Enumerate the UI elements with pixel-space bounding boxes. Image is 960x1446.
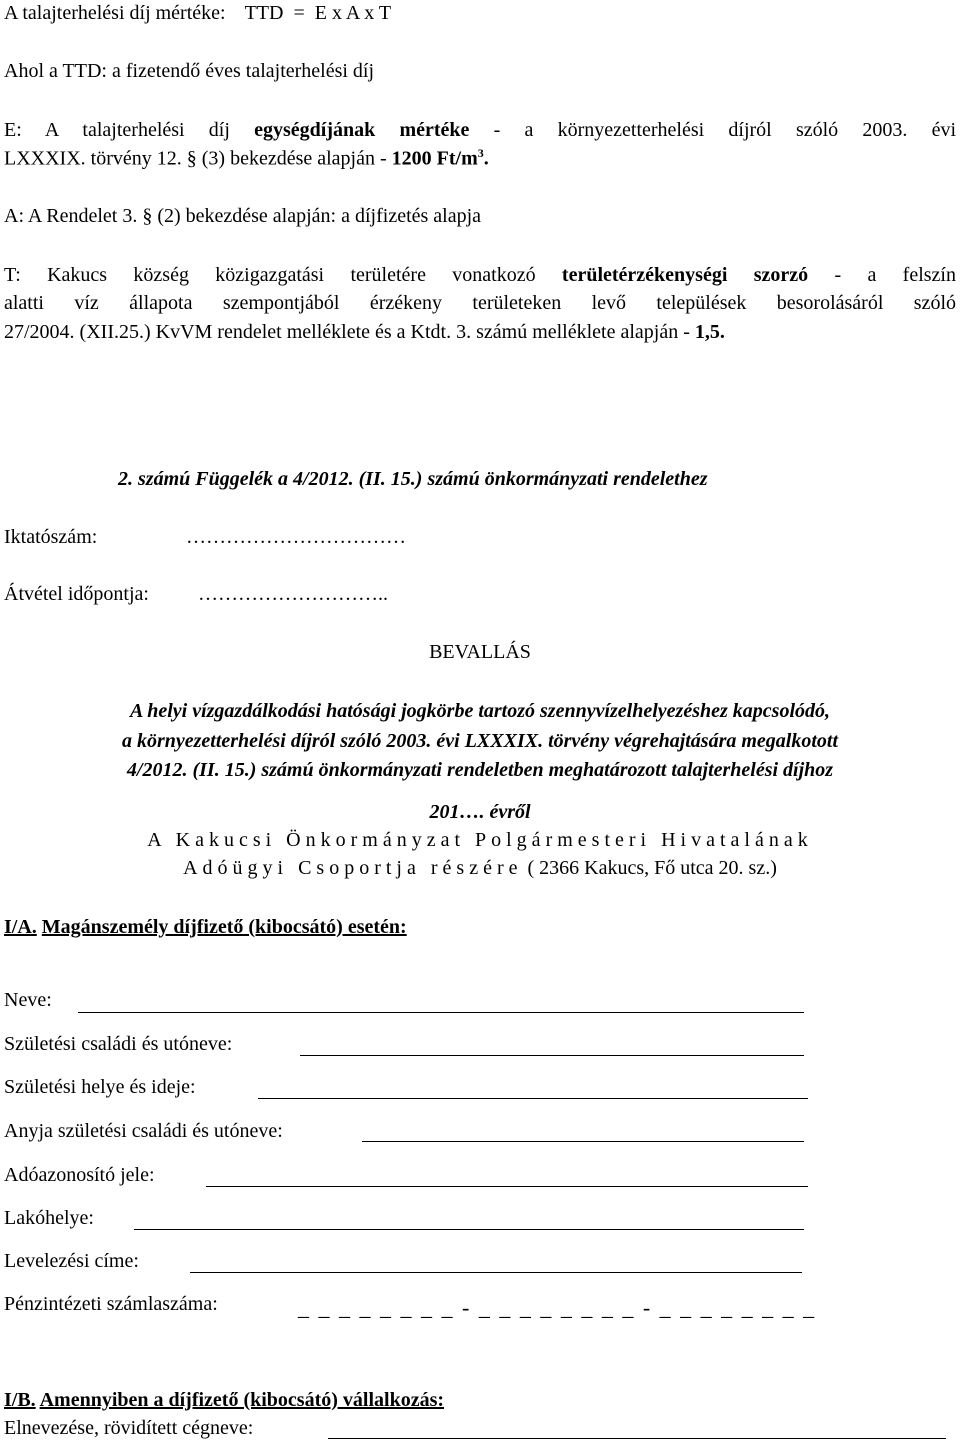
t-definition-line-2: alatti víz állapota szempontjából érzékeny területeken levő települések besorolásáról szóló — [4, 292, 956, 314]
section-a-heading: I/A. Magánszemély díjfizető (kibocsátó) esetén: — [4, 916, 407, 938]
birth-name-field[interactable] — [300, 1055, 804, 1056]
office-line-2: Adóügyi Csoportja részére ( 2366 Kakucs, Fő utca 20. sz.) — [183, 857, 777, 879]
bank-account-field[interactable]: _ _ _ _ _ _ _ _ - _ _ _ _ _ _ _ _ - _ _ _ _ _ _ _ _ — [298, 1295, 817, 1320]
section-b-heading: I/B. Amennyiben a díjfizető (kibocsátó) vállalkozás: — [4, 1389, 445, 1411]
subtitle-line-2: a környezetterhelési díjról szóló 2003. évi LXXXIX. törvény végrehajtására megalkotott — [121, 730, 839, 752]
formula-expression: TTD = E x A x T — [244, 2, 392, 24]
birth-name-label: Születési családi és utóneve: — [4, 1033, 233, 1055]
formula-line — [4, 3, 504, 23]
residence-field[interactable] — [134, 1229, 804, 1230]
mother-name-label: Anyja születési családi és utóneve: — [4, 1120, 283, 1142]
year-line: 201…. évről — [429, 801, 531, 823]
mail-address-label: Levelezési címe: — [4, 1250, 139, 1272]
mail-address-field[interactable] — [190, 1272, 802, 1273]
birth-place-label: Születési helye és ideje: — [4, 1076, 196, 1098]
formula-label: A talajterhelési díj mértéke: — [4, 2, 226, 24]
appendix-heading: 2. számú Függelék a 4/2012. (II. 15.) számú önkormányzati rendelethez — [118, 468, 708, 490]
t-definition-line-3: 27/2004. (XII.25.) KvVM rendelet melléklete és a Ktdt. 3. számú melléklete alapján - 1,5. — [4, 321, 725, 343]
subtitle-line-1: A helyi vízgazdálkodási hatósági jogkörbe tartozó szennyvízelhelyezéshez kapcsolódó, — [129, 700, 830, 722]
registry-label: Iktatószám: — [4, 526, 98, 548]
company-name-label: Elnevezése, rövidített cégneve: — [4, 1417, 254, 1439]
ttd-definition: Ahol a TTD: a fizetendő éves talajterhelési díj — [4, 60, 375, 82]
t-definition-line-1: T: Kakucs község közigazgatási területére vonatkozó területérzékenységi szorzó - a felszín — [4, 264, 956, 286]
birth-place-field[interactable] — [258, 1098, 808, 1099]
tax-id-label: Adóazonosító jele: — [4, 1164, 155, 1186]
mother-name-field[interactable] — [362, 1141, 804, 1142]
tax-id-field[interactable] — [206, 1186, 808, 1187]
subtitle-line-3: 4/2012. (II. 15.) számú önkormányzati rendeletben meghatározott talajterhelési díjhoz — [126, 759, 834, 781]
a-definition: A: A Rendelet 3. § (2) bekezdése alapján: a díjfizetés alapja — [4, 205, 482, 227]
company-name-field[interactable] — [328, 1438, 946, 1439]
e-definition-line-2: LXXXIX. törvény 12. § (3) bekezdése alapján - 1200 $Ft/m^3$. — [4, 146, 489, 170]
office-line-1: A Kakucsi Önkormányzat Polgármesteri Hivatalának — [147, 829, 813, 851]
registry-dots: …………………………… — [186, 526, 406, 548]
declaration-title: BEVALLÁS — [429, 641, 531, 663]
name-label: Neve: — [4, 989, 52, 1011]
bank-account-label: Pénzintézeti számlaszáma: — [4, 1293, 218, 1315]
receipt-label: Átvétel időpontja: — [4, 583, 149, 605]
e-definition-line-1: E: A talajterhelési díj egységdíjának mértéke - a környezetterhelési díjról szóló 2003. évi — [4, 119, 957, 141]
residence-label: Lakóhelye: — [4, 1207, 94, 1229]
name-field[interactable] — [78, 1012, 804, 1013]
receipt-dots: ……………………….. — [198, 583, 388, 605]
